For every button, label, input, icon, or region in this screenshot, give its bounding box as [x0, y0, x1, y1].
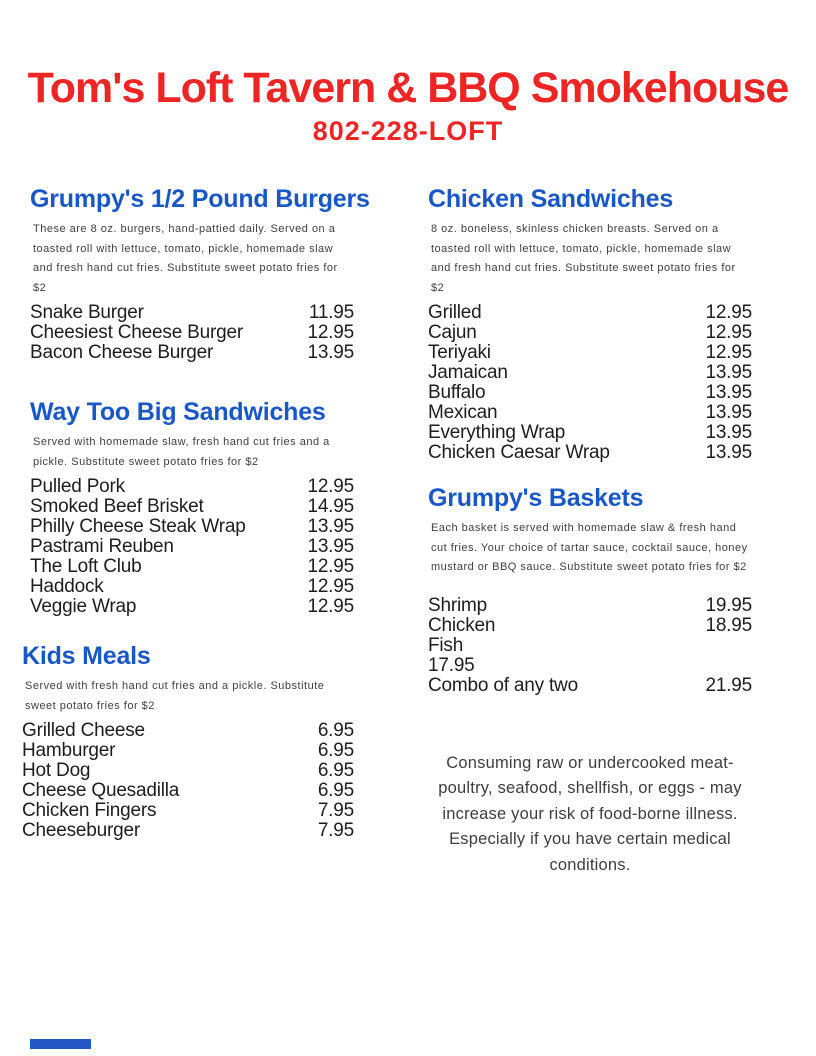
menu-section-grumpy-s-1-2-pound-burgers: [30, 184, 370, 363]
menu-item-name: Snake Burger: [30, 302, 144, 323]
menu-item-name: Smoked Beef Brisket: [30, 496, 204, 517]
menu-item-row: [428, 423, 752, 443]
menu-item-price: 13.95: [705, 442, 752, 463]
menu-item-price: 14.95: [307, 496, 354, 517]
menu-item-row: [30, 557, 354, 577]
menu-item-price: 13.95: [307, 342, 354, 363]
menu-item-row: [428, 403, 752, 423]
menu-item-price: 6.95: [317, 740, 354, 761]
menu-item-row: [428, 616, 752, 636]
menu-item-name: Veggie Wrap: [30, 596, 137, 617]
menu-item-name: Shrimp: [428, 594, 487, 616]
menu-item-row: [428, 443, 752, 463]
menu-item-row: [30, 343, 354, 363]
left-column: [22, 184, 370, 841]
menu-item-price: 11.95: [308, 302, 354, 323]
menu-item-row: [30, 497, 354, 517]
section-title: Way Too Big Sandwiches: [30, 398, 326, 426]
raw-food-disclaimer: Consuming raw or undercooked meat- poultry, seafood, shellfish, or eggs - may increase your risk of food-borne illness. Especially if you have certain medical conditions.: [438, 753, 742, 874]
section-description: These are 8 oz. burgers, hand-pattied daily. Served on a toasted roll with lettuce, tomato, pickle, homemade slaw and fresh hand cut fries. Substitute sweet potato fries for $2: [33, 223, 338, 294]
menu-item-name: Grilled: [428, 302, 482, 323]
menu-item-row: [22, 721, 354, 741]
menu-item-name: 17.95: [428, 654, 475, 676]
menu-item-row: [30, 517, 354, 537]
menu-item-price: 12.95: [705, 302, 752, 323]
menu-item-list: [428, 303, 752, 463]
menu-item-row: [22, 801, 354, 821]
menu-item-price: 12.95: [307, 322, 354, 343]
menu-item-row: [428, 303, 752, 323]
menu-item-name: Buffalo: [428, 382, 486, 403]
menu-item-name: Chicken Fingers: [22, 800, 157, 821]
menu-item-price: 6.95: [317, 720, 354, 741]
menu-item-row: [30, 537, 354, 557]
menu-item-price: 12.95: [307, 576, 354, 597]
menu-item-name: Hamburger: [22, 740, 116, 761]
section-description: Each basket is served with homemade slaw & fresh hand cut fries. Your choice of tartar sauce, cocktail sauce, honey mustard or BBQ sauce. Substitute sweet potato fries for $2: [431, 522, 748, 573]
menu-item-price: 13.95: [705, 362, 752, 383]
menu-item-name: Pulled Pork: [30, 476, 125, 497]
menu-item-name: Pastrami Reuben: [30, 536, 174, 557]
section-title: Kids Meals: [22, 642, 151, 670]
menu-item-price: 13.95: [307, 536, 354, 557]
section-title: Grumpy's 1/2 Pound Burgers: [30, 185, 370, 213]
menu-item-name: Cheeseburger: [22, 820, 141, 841]
menu-item-price: 19.95: [705, 594, 752, 616]
phone-number: 802-228-LOFT: [312, 116, 504, 146]
menu-item-row: [428, 343, 752, 363]
menu-item-row: [428, 323, 752, 343]
menu-item-price: 6.95: [317, 760, 354, 781]
menu-section-grumpy-s-baskets: [428, 483, 752, 696]
menu-item-list: [22, 721, 354, 841]
menu-item-name: Philly Cheese Steak Wrap: [30, 516, 246, 537]
menu-item-name: Teriyaki: [428, 342, 491, 363]
menu-section-way-too-big-sandwiches: [30, 397, 354, 617]
right-column: [428, 184, 752, 878]
menu-item-row: [428, 596, 752, 616]
menu-item-name: The Loft Club: [30, 556, 142, 577]
footer-accent-bar: [30, 1039, 91, 1049]
menu-item-list: [30, 303, 354, 363]
menu-item-name: Combo of any two: [428, 674, 578, 696]
menu-item-row: [30, 323, 354, 343]
menu-item-price: 12.95: [307, 556, 354, 577]
section-description: 8 oz. boneless, skinless chicken breasts. Served on a toasted roll with lettuce, tomato, pickle, homemade slaw and fresh hand cut fries. Substitute sweet potato fries for $2: [431, 223, 736, 294]
menu-item-name: Cheese Quesadilla: [22, 780, 180, 801]
menu-item-name: Cajun: [428, 322, 477, 343]
menu-section-kids-meals: [22, 641, 354, 841]
menu-item-price: 13.95: [307, 516, 354, 537]
menu-item-price: 13.95: [705, 422, 752, 443]
menu-item-name: Haddock: [30, 576, 104, 597]
menu-item-row: [30, 577, 354, 597]
menu-item-name: Mexican: [428, 402, 498, 423]
menu-item-price: 18.95: [705, 614, 752, 636]
menu-item-price: 7.95: [317, 820, 354, 841]
section-description: Served with fresh hand cut fries and a pickle. Substitute sweet potato fries for $2: [25, 680, 325, 712]
menu-item-row: [30, 303, 354, 323]
menu-item-row: [428, 636, 752, 656]
menu-item-name: Hot Dog: [22, 760, 91, 781]
menu-item-name: Chicken: [428, 614, 496, 636]
menu-item-row: [428, 363, 752, 383]
menu-item-list: [30, 477, 354, 617]
menu-item-list: [428, 596, 752, 696]
menu-item-price: 12.95: [307, 476, 354, 497]
menu-item-row: [30, 477, 354, 497]
menu-item-price: 12.95: [705, 342, 752, 363]
menu-item-name: Jamaican: [428, 362, 508, 383]
menu-item-row: [428, 676, 752, 696]
section-title: Grumpy's Baskets: [428, 484, 644, 512]
menu-section-chicken-sandwiches: [428, 184, 752, 463]
menu-item-price: 7.95: [317, 800, 354, 821]
menu-item-row: [428, 383, 752, 403]
restaurant-title: Tom's Loft Tavern & BBQ Smokehouse: [27, 64, 789, 112]
menu-item-row: [22, 741, 354, 761]
menu-item-price: 12.95: [307, 596, 354, 617]
menu-item-price: 6.95: [317, 780, 354, 801]
menu-item-price: 21.95: [705, 674, 752, 696]
menu-item-name: Chicken Caesar Wrap: [428, 442, 610, 463]
menu-item-row: [22, 761, 354, 781]
menu-item-name: Bacon Cheese Burger: [30, 342, 214, 363]
section-title: Chicken Sandwiches: [428, 185, 674, 213]
menu-item-price: 12.95: [705, 322, 752, 343]
menu-item-price: 13.95: [705, 382, 752, 403]
menu-item-row: [30, 597, 354, 617]
menu-item-name: Fish: [428, 634, 464, 656]
menu-item-name: Grilled Cheese: [22, 720, 145, 741]
menu-item-name: Cheesiest Cheese Burger: [30, 322, 243, 343]
menu-item-row: [428, 656, 752, 676]
menu-item-row: [22, 821, 354, 841]
menu-item-row: [22, 781, 354, 801]
menu-item-name: Everything Wrap: [428, 422, 566, 443]
section-description: Served with homemade slaw, fresh hand cut fries and a pickle. Substitute sweet potato fries for $2: [33, 436, 330, 468]
menu-item-price: 13.95: [705, 402, 752, 423]
